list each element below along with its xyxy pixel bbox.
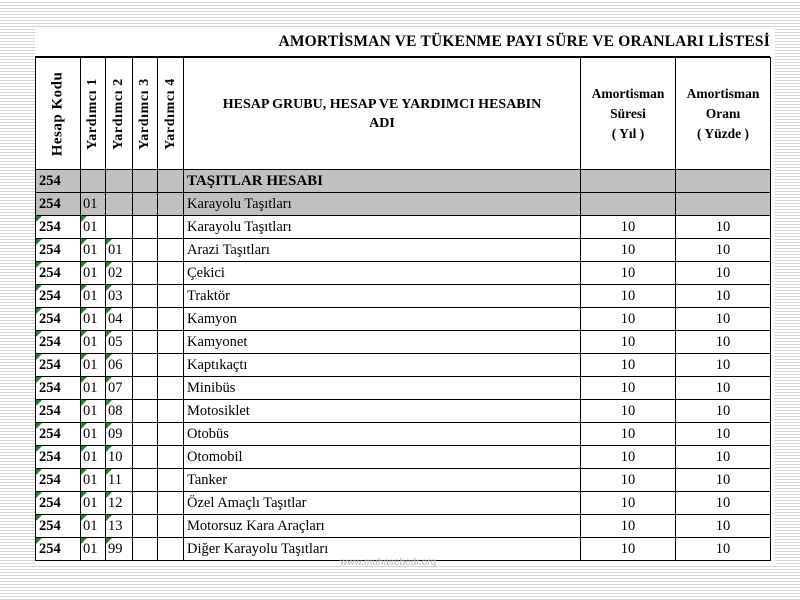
table-row[interactable] xyxy=(36,193,771,216)
header-sure-line2: Süresi xyxy=(610,105,646,121)
cell-yardimci-2[interactable] xyxy=(106,216,133,239)
cell-yardimci-2[interactable]: 11 xyxy=(106,469,133,492)
header-yardimci-2-label: Yardımcı 2 xyxy=(111,77,126,150)
cell-amortisman-suresi[interactable]: 10 xyxy=(581,377,676,400)
cell-amortisman-suresi[interactable]: 10 xyxy=(581,262,676,285)
header-yardimci-1 xyxy=(81,58,106,170)
header-oran-line1: Amortisman xyxy=(686,85,760,101)
header-yardimci-4-label: Yardımcı 4 xyxy=(162,77,178,150)
header-yardimci-3 xyxy=(133,58,158,170)
cell-hesap-kodu[interactable]: 254 xyxy=(36,400,81,423)
watermark: www.muhasebedr.org xyxy=(340,557,437,568)
cell-yardimci-4[interactable] xyxy=(158,262,184,285)
cell-hesap-adi[interactable]: Kamyonet xyxy=(184,331,581,354)
cell-hesap-kodu[interactable]: 254 xyxy=(36,285,81,308)
page-title: AMORTİSMAN VE TÜKENME PAYI SÜRE VE ORANLARI LİSTESİ xyxy=(278,33,770,50)
cell-hesap-kodu[interactable]: 254 xyxy=(36,239,81,262)
cell-yardimci-1[interactable]: 01 xyxy=(81,538,106,561)
cell-yardimci-3[interactable] xyxy=(133,538,158,561)
cell-amortisman-orani[interactable]: 10 xyxy=(676,308,771,331)
header-sure-line1: Amortisman xyxy=(591,85,665,101)
cell-amortisman-suresi[interactable]: 10 xyxy=(581,492,676,515)
title-row xyxy=(35,29,770,57)
cell-hesap-kodu[interactable]: 254 xyxy=(36,216,81,239)
cell-yardimci-4[interactable] xyxy=(158,285,184,308)
header-oran-line3: ( Yüzde ) xyxy=(697,125,749,141)
cell-amortisman-orani[interactable]: 10 xyxy=(676,492,771,515)
header-amortisman-orani xyxy=(676,58,771,170)
account-table xyxy=(35,57,771,561)
cell-amortisman-suresi[interactable]: 10 xyxy=(581,308,676,331)
cell-hesap-kodu[interactable]: 254 xyxy=(36,354,81,377)
cell-amortisman-orani[interactable] xyxy=(676,193,771,216)
cell-hesap-adi[interactable]: Otobüs xyxy=(184,423,581,446)
table-row[interactable] xyxy=(36,331,771,354)
cell-yardimci-3[interactable] xyxy=(133,469,158,492)
cell-yardimci-3[interactable] xyxy=(133,354,158,377)
cell-hesap-adi[interactable]: Diğer Karayolu Taşıtları xyxy=(184,538,581,561)
cell-yardimci-2[interactable]: 02 xyxy=(106,262,133,285)
cell-amortisman-suresi[interactable]: 10 xyxy=(581,216,676,239)
table-row[interactable] xyxy=(36,377,771,400)
cell-amortisman-suresi[interactable]: 10 xyxy=(581,239,676,262)
cell-yardimci-1[interactable]: 01 xyxy=(81,262,106,285)
header-amortisman-suresi xyxy=(581,58,676,170)
cell-amortisman-orani[interactable]: 10 xyxy=(676,216,771,239)
cell-amortisman-orani[interactable]: 10 xyxy=(676,331,771,354)
cell-yardimci-1[interactable]: 01 xyxy=(81,446,106,469)
cell-yardimci-4[interactable] xyxy=(158,492,184,515)
table-row[interactable] xyxy=(36,492,771,515)
cell-amortisman-suresi[interactable] xyxy=(581,170,676,193)
cell-hesap-kodu[interactable]: 254 xyxy=(36,538,81,561)
cell-yardimci-1[interactable]: 01 xyxy=(81,216,106,239)
cell-hesap-adi[interactable]: Çekici xyxy=(184,262,581,285)
cell-yardimci-4[interactable] xyxy=(158,239,184,262)
cell-hesap-adi[interactable]: Tanker xyxy=(184,469,581,492)
cell-amortisman-orani[interactable]: 10 xyxy=(676,515,771,538)
cell-yardimci-1[interactable]: 01 xyxy=(81,193,106,216)
cell-yardimci-3[interactable] xyxy=(133,331,158,354)
cell-amortisman-orani[interactable]: 10 xyxy=(676,377,771,400)
cell-hesap-kodu[interactable]: 254 xyxy=(36,446,81,469)
cell-hesap-adi[interactable]: Arazi Taşıtları xyxy=(184,239,581,262)
cell-amortisman-suresi[interactable]: 10 xyxy=(581,354,676,377)
cell-yardimci-1[interactable]: 01 xyxy=(81,239,106,262)
cell-hesap-kodu[interactable]: 254 xyxy=(36,423,81,446)
cell-yardimci-2[interactable] xyxy=(106,170,133,193)
cell-amortisman-suresi[interactable]: 10 xyxy=(581,285,676,308)
cell-yardimci-1[interactable]: 01 xyxy=(81,354,106,377)
cell-yardimci-4[interactable] xyxy=(158,308,184,331)
cell-yardimci-4[interactable] xyxy=(158,446,184,469)
cell-hesap-kodu[interactable]: 254 xyxy=(36,469,81,492)
cell-yardimci-4[interactable] xyxy=(158,216,184,239)
cell-yardimci-3[interactable] xyxy=(133,193,158,216)
cell-hesap-adi[interactable]: Kaptıkaçtı xyxy=(184,354,581,377)
cell-yardimci-2[interactable]: 06 xyxy=(106,354,133,377)
cell-yardimci-2[interactable]: 08 xyxy=(106,400,133,423)
cell-yardimci-3[interactable] xyxy=(133,285,158,308)
cell-hesap-adi[interactable]: Minibüs xyxy=(184,377,581,400)
cell-yardimci-4[interactable] xyxy=(158,331,184,354)
header-sure-line3: ( Yıl ) xyxy=(611,125,645,141)
header-hesap-adi xyxy=(184,58,581,170)
cell-yardimci-4[interactable] xyxy=(158,193,184,216)
cell-hesap-kodu[interactable]: 254 xyxy=(36,193,81,216)
cell-hesap-kodu[interactable]: 254 xyxy=(36,515,81,538)
cell-yardimci-2[interactable]: 13 xyxy=(106,515,133,538)
table-row[interactable] xyxy=(36,308,771,331)
cell-yardimci-1[interactable] xyxy=(81,170,106,193)
cell-amortisman-orani[interactable]: 10 xyxy=(676,239,771,262)
cell-hesap-kodu[interactable]: 254 xyxy=(36,377,81,400)
cell-yardimci-3[interactable] xyxy=(133,308,158,331)
cell-yardimci-3[interactable] xyxy=(133,400,158,423)
cell-yardimci-1[interactable]: 01 xyxy=(81,400,106,423)
cell-yardimci-3[interactable] xyxy=(133,515,158,538)
cell-amortisman-orani[interactable]: 10 xyxy=(676,538,771,561)
cell-yardimci-1[interactable]: 01 xyxy=(81,423,106,446)
cell-yardimci-2[interactable]: 01 xyxy=(106,239,133,262)
cell-amortisman-suresi[interactable]: 10 xyxy=(581,469,676,492)
cell-yardimci-3[interactable] xyxy=(133,262,158,285)
cell-yardimci-4[interactable] xyxy=(158,400,184,423)
cell-yardimci-3[interactable] xyxy=(133,492,158,515)
cell-amortisman-orani[interactable]: 10 xyxy=(676,354,771,377)
cell-yardimci-2[interactable]: 04 xyxy=(106,308,133,331)
cell-yardimci-3[interactable] xyxy=(133,377,158,400)
cell-yardimci-4[interactable] xyxy=(158,170,184,193)
table-row[interactable] xyxy=(36,216,771,239)
cell-yardimci-2[interactable]: 10 xyxy=(106,446,133,469)
cell-yardimci-2[interactable] xyxy=(106,193,133,216)
cell-yardimci-1[interactable]: 01 xyxy=(81,515,106,538)
cell-yardimci-2[interactable]: 09 xyxy=(106,423,133,446)
cell-hesap-adi[interactable]: Motorsuz Kara Araçları xyxy=(184,515,581,538)
cell-yardimci-3[interactable] xyxy=(133,170,158,193)
table-row[interactable] xyxy=(36,239,771,262)
cell-yardimci-1[interactable]: 01 xyxy=(81,308,106,331)
cell-hesap-kodu[interactable]: 254 xyxy=(36,331,81,354)
cell-yardimci-3[interactable] xyxy=(133,216,158,239)
cell-hesap-adi[interactable]: Karayolu Taşıtları xyxy=(184,193,581,216)
cell-hesap-adi[interactable]: Otomobil xyxy=(184,446,581,469)
table-row[interactable] xyxy=(36,469,771,492)
cell-amortisman-suresi[interactable]: 10 xyxy=(581,538,676,561)
cell-yardimci-1[interactable]: 01 xyxy=(81,469,106,492)
header-yardimci-1-label: Yardımcı 1 xyxy=(85,77,100,150)
header-oran-line2: Oranı xyxy=(705,105,741,121)
cell-amortisman-orani[interactable]: 10 xyxy=(676,400,771,423)
cell-yardimci-4[interactable] xyxy=(158,515,184,538)
cell-hesap-adi[interactable]: Motosiklet xyxy=(184,400,581,423)
header-hesap-adi-line1: HESAP GRUBU, HESAP VE YARDIMCI HESABIN xyxy=(222,96,542,112)
header-yardimci-2 xyxy=(106,58,133,170)
cell-yardimci-1[interactable]: 01 xyxy=(81,331,106,354)
cell-hesap-kodu[interactable]: 254 xyxy=(36,262,81,285)
cell-yardimci-2[interactable]: 05 xyxy=(106,331,133,354)
cell-amortisman-suresi[interactable]: 10 xyxy=(581,446,676,469)
cell-amortisman-orani[interactable]: 10 xyxy=(676,285,771,308)
cell-amortisman-orani[interactable]: 10 xyxy=(676,469,771,492)
table-row[interactable] xyxy=(36,285,771,308)
cell-yardimci-4[interactable] xyxy=(158,377,184,400)
cell-yardimci-2[interactable]: 12 xyxy=(106,492,133,515)
table-row[interactable] xyxy=(36,515,771,538)
table-row[interactable] xyxy=(36,423,771,446)
cell-hesap-kodu[interactable]: 254 xyxy=(36,308,81,331)
cell-hesap-kodu[interactable]: 254 xyxy=(36,492,81,515)
cell-yardimci-4[interactable] xyxy=(158,423,184,446)
cell-yardimci-3[interactable] xyxy=(133,446,158,469)
cell-amortisman-suresi[interactable]: 10 xyxy=(581,423,676,446)
cell-hesap-adi[interactable]: Traktör xyxy=(184,285,581,308)
header-hesap-adi-line2: ADI xyxy=(369,115,395,131)
cell-hesap-adi[interactable]: TAŞITLAR HESABI xyxy=(184,170,581,193)
cell-amortisman-suresi[interactable]: 10 xyxy=(581,331,676,354)
cell-amortisman-suresi[interactable] xyxy=(581,193,676,216)
cell-yardimci-4[interactable] xyxy=(158,354,184,377)
table-row[interactable] xyxy=(36,262,771,285)
cell-hesap-kodu[interactable]: 254 xyxy=(36,170,81,193)
table-row[interactable] xyxy=(36,400,771,423)
cell-yardimci-1[interactable]: 01 xyxy=(81,285,106,308)
cell-hesap-adi[interactable]: Karayolu Taşıtları xyxy=(184,216,581,239)
cell-amortisman-orani[interactable]: 10 xyxy=(676,446,771,469)
cell-amortisman-orani[interactable]: 10 xyxy=(676,262,771,285)
cell-hesap-adi[interactable]: Özel Amaçlı Taşıtlar xyxy=(184,492,581,515)
cell-yardimci-3[interactable] xyxy=(133,423,158,446)
cell-amortisman-suresi[interactable]: 10 xyxy=(581,400,676,423)
header-yardimci-3-label: Yardımcı 3 xyxy=(137,77,152,150)
cell-amortisman-suresi[interactable]: 10 xyxy=(581,515,676,538)
cell-yardimci-1[interactable]: 01 xyxy=(81,492,106,515)
spreadsheet-slide xyxy=(35,29,775,565)
cell-yardimci-4[interactable] xyxy=(158,469,184,492)
cell-amortisman-orani[interactable] xyxy=(676,170,771,193)
table-row[interactable] xyxy=(36,446,771,469)
table-row[interactable] xyxy=(36,170,771,193)
cell-yardimci-3[interactable] xyxy=(133,239,158,262)
cell-yardimci-1[interactable]: 01 xyxy=(81,377,106,400)
table-row[interactable] xyxy=(36,354,771,377)
cell-hesap-adi[interactable]: Kamyon xyxy=(184,308,581,331)
header-hesap-kodu-label: Hesap Kodu xyxy=(49,71,66,156)
cell-amortisman-orani[interactable]: 10 xyxy=(676,423,771,446)
cell-yardimci-2[interactable]: 99 xyxy=(106,538,133,561)
cell-yardimci-2[interactable]: 03 xyxy=(106,285,133,308)
header-yardimci-4 xyxy=(158,58,184,170)
cell-yardimci-4[interactable] xyxy=(158,538,184,561)
cell-yardimci-2[interactable]: 07 xyxy=(106,377,133,400)
header-row xyxy=(36,58,771,170)
header-hesap-kodu xyxy=(36,58,81,170)
